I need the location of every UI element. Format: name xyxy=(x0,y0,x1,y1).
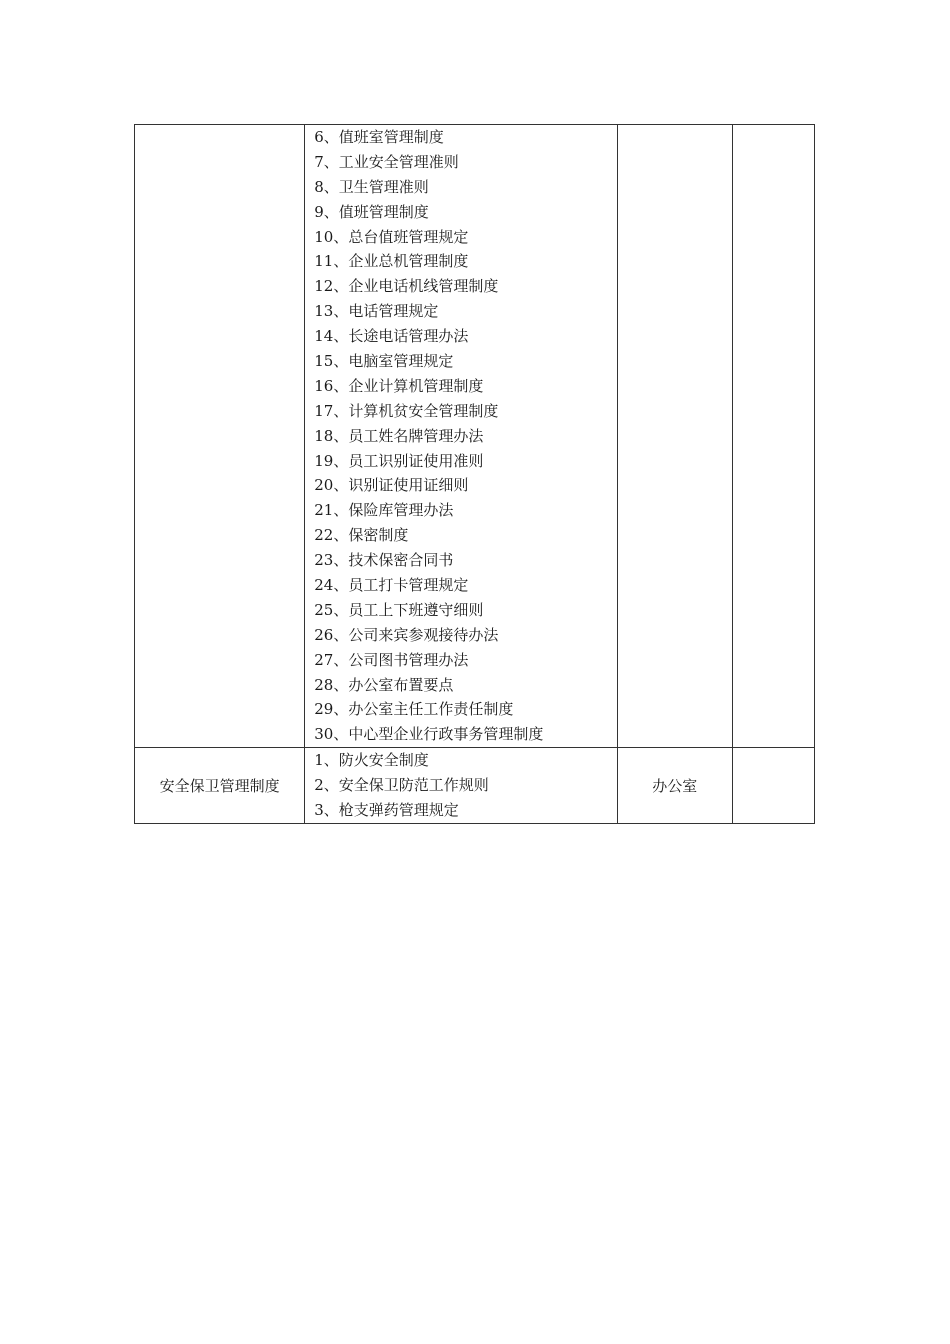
list-item: 8、卫生管理准则 xyxy=(314,177,429,196)
list-item: 24、员工打卡管理规定 xyxy=(314,576,469,595)
list-item: 20、识别证使用证细则 xyxy=(314,476,469,495)
list-item: 17、计算机贫安全管理制度 xyxy=(314,401,499,420)
list-item: 9、值班管理制度 xyxy=(314,202,429,221)
list-item: 18、员工姓名牌管理办法 xyxy=(314,426,484,445)
category-cell: 安全保卫管理制度 xyxy=(135,748,305,824)
note-cell xyxy=(732,748,814,824)
items-cell xyxy=(305,125,617,748)
items-cell xyxy=(305,748,617,824)
list-item: 16、企业计算机管理制度 xyxy=(314,376,484,395)
list-item: 26、公司来宾参观接待办法 xyxy=(314,625,499,644)
list-item: 3、枪支弹药管理规定 xyxy=(314,801,459,820)
list-item: 1、防火安全制度 xyxy=(314,751,429,770)
list-item: 15、电脑室管理规定 xyxy=(314,352,454,371)
list-item: 19、员工识别证使用准则 xyxy=(314,451,484,470)
note-cell xyxy=(732,125,814,748)
list-item: 21、保险库管理办法 xyxy=(314,501,454,520)
list-item: 6、值班室管理制度 xyxy=(314,128,444,146)
table-row xyxy=(135,748,815,824)
list-item: 10、总台值班管理规定 xyxy=(314,227,469,246)
list-item: 22、保密制度 xyxy=(314,526,409,545)
list-item: 13、电话管理规定 xyxy=(314,302,439,321)
list-item: 7、工业安全管理准则 xyxy=(314,152,459,171)
regulation-list xyxy=(305,125,616,747)
department-cell: 办公室 xyxy=(617,748,732,824)
list-item: 27、公司图书管理办法 xyxy=(314,650,469,669)
list-item: 25、员工上下班遵守细则 xyxy=(314,600,484,619)
regulation-list xyxy=(305,748,616,823)
list-item: 12、企业电话机线管理制度 xyxy=(314,277,499,296)
table-row xyxy=(135,125,815,748)
list-item: 2、安全保卫防范工作规则 xyxy=(314,776,489,795)
list-item: 11、企业总机管理制度 xyxy=(314,252,469,271)
list-item: 30、中心型企业行政事务管理制度 xyxy=(314,725,544,744)
list-item: 14、长途电话管理办法 xyxy=(314,327,469,346)
category-cell xyxy=(135,125,305,748)
regulations-table xyxy=(134,124,815,824)
list-item: 23、技术保密合同书 xyxy=(314,551,454,570)
list-item: 28、办公室布置要点 xyxy=(314,675,454,694)
department-cell xyxy=(617,125,732,748)
list-item: 29、办公室主任工作责任制度 xyxy=(314,700,514,719)
